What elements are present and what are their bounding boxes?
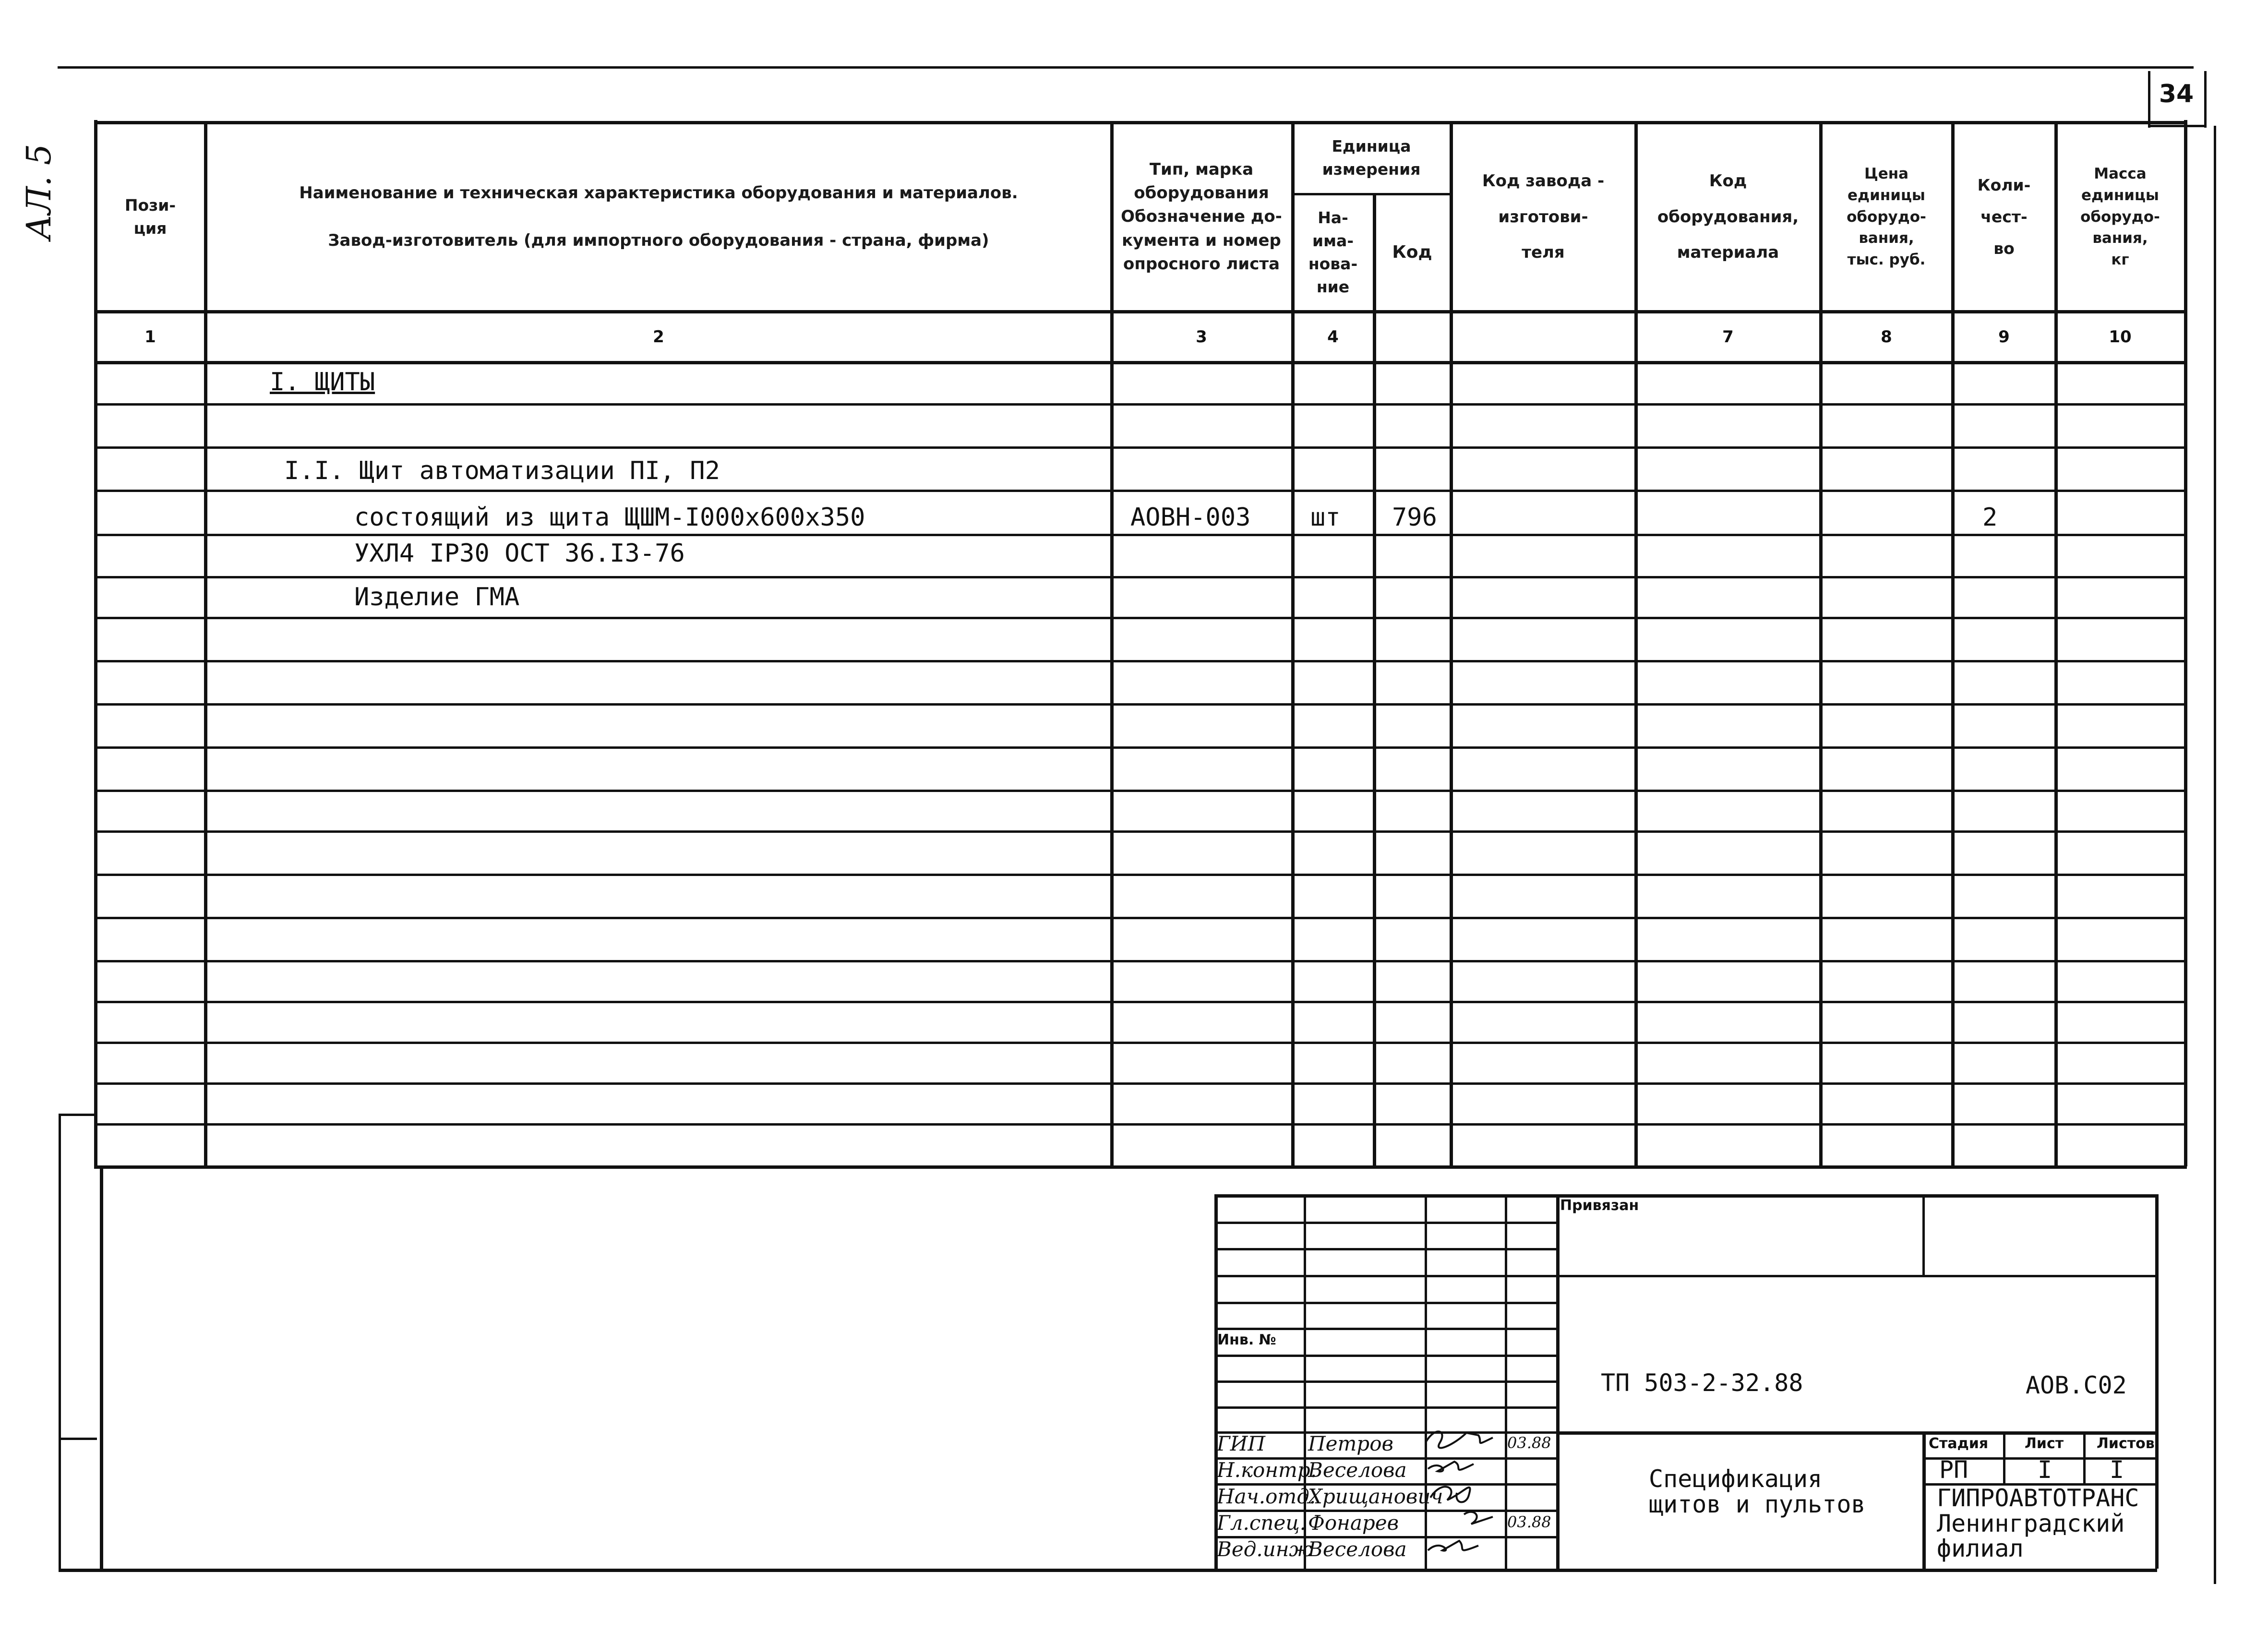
header-unit-name: На- имa- нова- ние [1308,208,1358,296]
stamp-row-rule [1214,1275,1556,1277]
header-unit: Единица измерения [1322,137,1421,179]
role-vedinzh: Вед.инж [1217,1537,1312,1561]
name-khrishchanovich: Хрищанович [1308,1485,1443,1508]
colnum-6 [1452,313,1634,361]
header-type: Тип, марка оборудования Обозначение до- кумента и номер опросного листа [1121,159,1282,274]
item-unit-code: 796 [1392,503,1437,532]
item-line-2: состоящий из щита ЩШМ-I000х600х350 [354,503,865,532]
table-row-rule [94,1082,2187,1085]
colnum-10: 10 [2109,327,2132,347]
colnum-9: 9 [1998,327,2010,347]
name-petrov: Петров [1308,1432,1393,1455]
role-nachotd: Нач.отд. [1217,1485,1316,1508]
table-row-rule [94,617,2187,619]
stamp-row-rule [1214,1380,1556,1383]
item-line-4: Изделие ГМА [354,583,520,612]
name-veselova-1: Веселова [1308,1458,1407,1482]
colnum-3: 3 [1196,327,1207,347]
stamp-row-rule [1214,1248,1556,1250]
item-title: I.I. Щит автоматизации ПI, П2 [284,456,720,485]
header-maker-code: Код завода - изготови- теля [1482,171,1605,263]
item-quantity: 2 [1982,503,1998,532]
item-unit: шт [1310,503,1341,532]
table-row-rule [94,874,2187,876]
item-line-3: УХЛ4 IP30 ОСТ 36.I3-76 [354,539,685,568]
table-row-rule [94,830,2187,833]
header-mass: Масса единицы оборудо- вания, кг [2080,165,2160,269]
table-row-rule [94,1042,2187,1044]
item-mark: АОВН-003 [1130,503,1251,532]
stamp-row-rule [1214,1355,1556,1357]
signatures [1421,1421,1517,1570]
role-nkontr: Н.контр. [1217,1458,1317,1482]
sheet-value: I [2038,1456,2052,1484]
table-row-rule [94,917,2187,919]
date-glspec: 03.88 [1507,1513,1551,1531]
header-position: Пози- ция [124,196,176,238]
header-quantity: Коли- чест- во [1977,176,2031,258]
table-row-rule [94,403,2187,406]
sheet-title: Спецификация щитов и пультов [1649,1465,1866,1518]
role-gip: ГИП [1217,1432,1266,1455]
table-row-rule [94,1123,2187,1126]
table-row-rule [94,446,2187,449]
section-title: I. ЩИТЫ [270,368,375,396]
side-code: АЛ. 5 [19,144,59,240]
colnum-8: 8 [1881,327,1892,347]
colnum-7: 7 [1722,327,1734,347]
stage-label: Стадия [1929,1435,1989,1452]
header-equipment-code: Код оборудования, материала [1657,171,1799,263]
table-row-rule [94,534,2187,536]
stamp-row-rule [1214,1302,1556,1304]
stamp-row-rule [1214,1406,1556,1409]
sheet-label: Лист [2025,1435,2064,1452]
header-name: Наименование и техническая характеристика оборудования и материалов. Завод-изготовитель (для импортного оборудования - страна, фирма) [299,183,1018,250]
inv-no-label: Инв. № [1217,1332,1276,1348]
date-gip: 03.88 [1507,1434,1551,1452]
colnum-4: 4 [1327,327,1339,347]
table-row-rule [94,490,2187,492]
table-row-rule [94,746,2187,749]
table-row-rule [94,660,2187,662]
colnum-1: 1 [144,327,156,347]
stamp-row-rule [1214,1328,1556,1330]
sheet-number: 34 [2159,80,2194,108]
stage-value: РП [1939,1456,1968,1484]
role-glspec: Гл.спец. [1217,1511,1306,1535]
sheets-value: I [2110,1456,2124,1484]
colnum-5 [1376,313,1449,361]
sheets-label: Листов [2097,1435,2155,1452]
organization: ГИПРОАВТОТРАНС Ленинградский филиал [1937,1484,2139,1562]
name-veselova-2: Веселова [1308,1537,1407,1561]
privyazan-label: Привязан [1560,1197,1639,1214]
header-price: Цена единицы оборудо- вания, тыс. руб. [1847,165,1926,269]
name-fonarev: Фонарев [1308,1511,1399,1535]
doc-code: ТП 503-2-32.88 [1601,1369,1803,1397]
stamp-row-rule [1214,1222,1556,1224]
table-row-rule [94,790,2187,792]
table-row-rule [94,576,2187,578]
header-unit-code: Код [1392,242,1432,262]
colnum-2: 2 [653,327,664,347]
table-row-rule [94,960,2187,962]
table-row-rule [94,703,2187,706]
table-row-rule [94,1001,2187,1003]
sheet-code: АОВ.С02 [2026,1371,2127,1399]
